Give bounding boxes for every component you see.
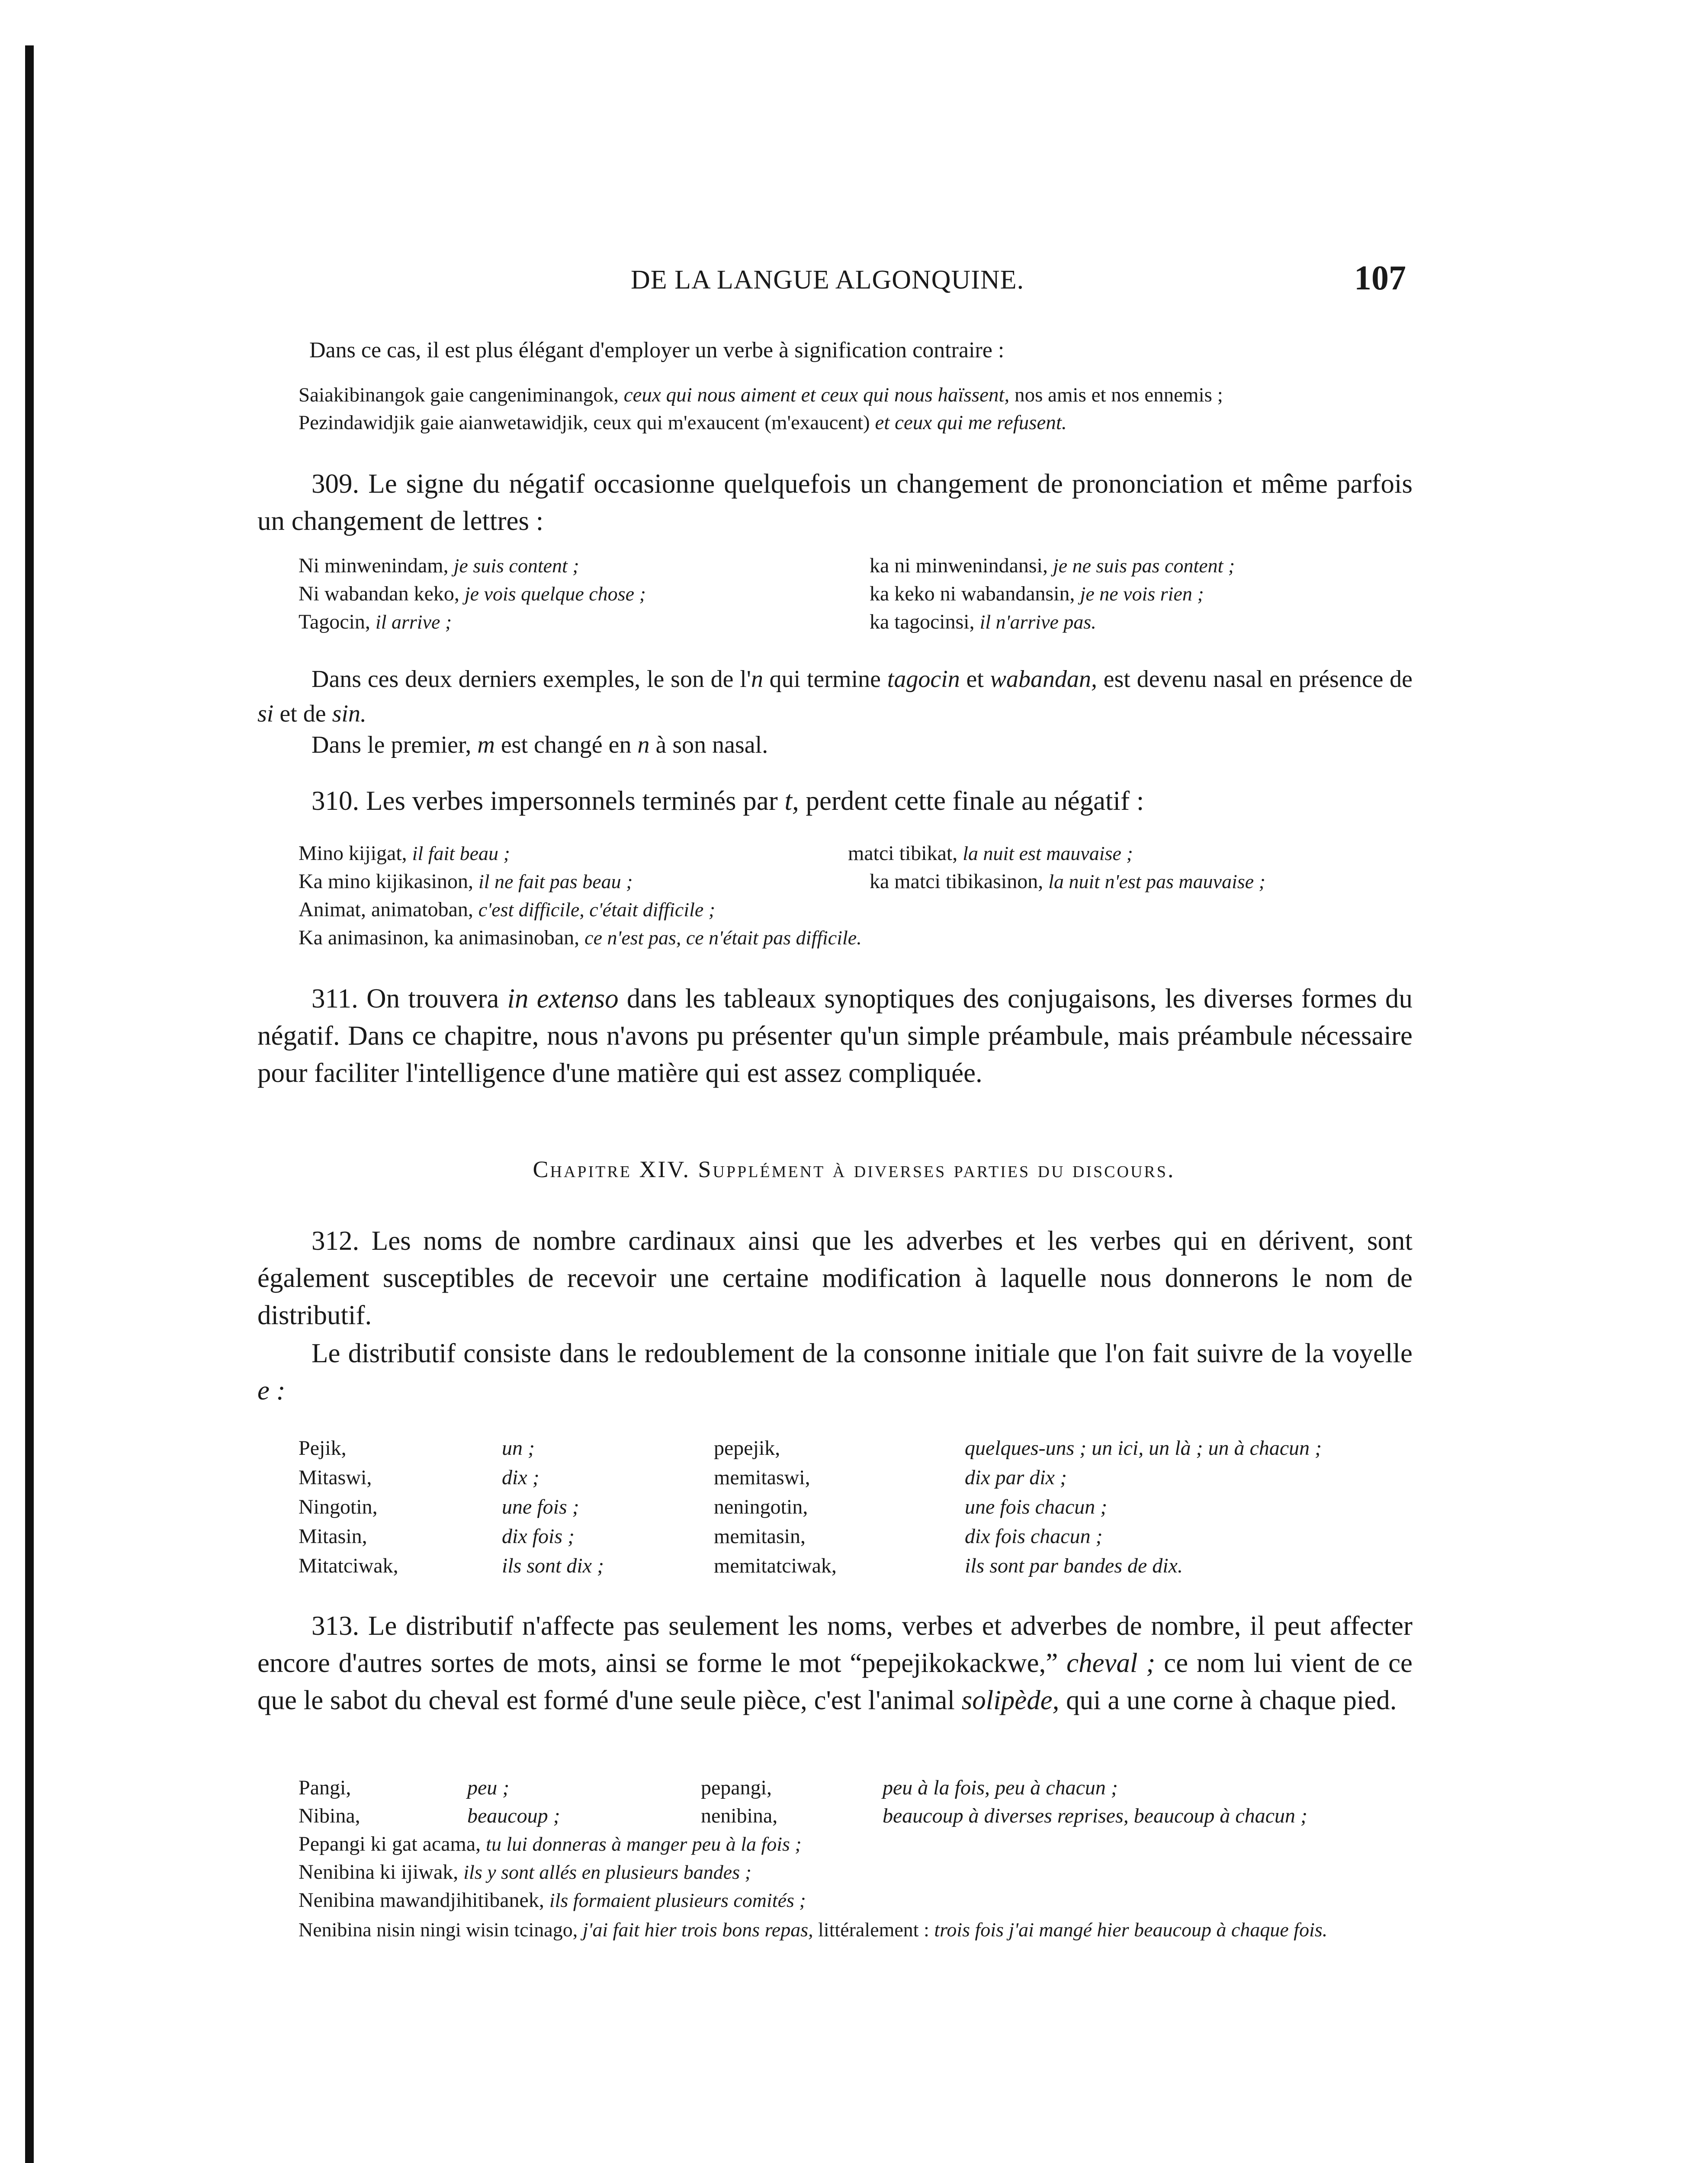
table-312-row-4-c3: memitasin, bbox=[714, 1525, 806, 1548]
example-309-left-1: Ni minwenindam, je suis content ; bbox=[299, 554, 579, 577]
example-309-right-3: ka tagocinsi, il n'arrive pas. bbox=[870, 610, 1096, 633]
example-310-line-3: Animat, animatoban, c'est difficile, c'était difficile ; bbox=[299, 898, 716, 921]
example-313-1: Pepangi ki gat acama, tu lui donneras à manger peu à la fois ; bbox=[299, 1832, 802, 1855]
table-312-row-3-c1: Ningotin, bbox=[299, 1495, 378, 1518]
example-313-4: Nenibina nisin ningi wisin tcinago, j'ai fait hier trois bons repas, littéralement : trois fois j'ai mangé hier beaucoup à chaque fois. bbox=[299, 1919, 1328, 1941]
paragraph-312: 312. Les noms de nombre cardinaux ainsi que les adverbes et les verbes qui en dérivent, sont également susceptibles de recevoir une certaine modification à laquelle nous donnerons le nom de distributif. bbox=[257, 1226, 1413, 1330]
example-313-3: Nenibina mawandjihitibanek, ils formaient plusieurs comités ; bbox=[299, 1889, 806, 1912]
binding-edge bbox=[25, 45, 34, 2163]
example-310-right-2: ka matci tibikasinon, la nuit n'est pas mauvaise ; bbox=[870, 870, 1265, 893]
table-312-row-2-c4: dix par dix ; bbox=[965, 1466, 1067, 1489]
chapter-heading: Chapitre XIV. Supplément à diverses parties du discours. bbox=[533, 1156, 1175, 1182]
table-312-row-3-c3: neningotin, bbox=[714, 1495, 808, 1518]
table-312-row-3-c2: une fois ; bbox=[502, 1495, 579, 1518]
table-313-row-1-c2: peu ; bbox=[467, 1776, 510, 1799]
table-313-row-1-c3: pepangi, bbox=[701, 1776, 772, 1799]
paragraph-309: 309. Le signe du négatif occasionne quelquefois un changement de prononciation et même parfois un changement de lettres : bbox=[257, 469, 1413, 536]
example-309-right-1: ka ni minwenindansi, je ne suis pas content ; bbox=[870, 554, 1235, 577]
table-312-row-4-c4: dix fois chacun ; bbox=[965, 1525, 1103, 1548]
table-312-row-4-c2: dix fois ; bbox=[502, 1525, 575, 1548]
example-309-left-2: Ni wabandan keko, je vois quelque chose ; bbox=[299, 582, 646, 605]
table-312-row-5-c2: ils sont dix ; bbox=[502, 1554, 604, 1577]
table-313-row-1-c1: Pangi, bbox=[299, 1776, 351, 1799]
note-309-first: Dans le premier, m est changé en n à son nasal. bbox=[311, 732, 768, 758]
table-313-row-2-c1: Nibina, bbox=[299, 1804, 360, 1827]
paragraph-311: 311. On trouvera in extenso dans les tableaux synoptiques des conjugaisons, les diverses formes du négatif. Dans ce chapitre, nous n'avons pu présenter qu'un simple préambule, mais préambule nécessaire pour faciliter l'intelligence d'une matière qui est assez compliquée. bbox=[257, 983, 1413, 1088]
example-310-left-1: Mino kijigat, il fait beau ; bbox=[299, 842, 510, 865]
table-312-row-2-c1: Mitaswi, bbox=[299, 1466, 372, 1489]
table-313-row-1-c4: peu à la fois, peu à chacun ; bbox=[883, 1776, 1118, 1799]
example-313-2: Nenibina ki ijiwak, ils y sont allés en plusieurs bandes ; bbox=[299, 1861, 751, 1884]
table-312-row-4-c1: Mitasin, bbox=[299, 1525, 367, 1548]
table-313-row-2-c2: beaucoup ; bbox=[467, 1804, 560, 1827]
intro-paragraph: Dans ce cas, il est plus élégant d'employer un verbe à signification contraire : bbox=[309, 338, 1005, 363]
paragraph-310: 310. Les verbes impersonnels terminés par t, perdent cette finale au négatif : bbox=[311, 786, 1144, 816]
table-312-row-2-c2: dix ; bbox=[502, 1466, 539, 1489]
note-309-nasal: Dans ces deux derniers exemples, le son de l'n qui termine tagocin et wabandan, est devenu nasal en présence de si et de sin. bbox=[257, 666, 1413, 727]
intro-example-2: Pezindawidjik gaie aianwetawidjik, ceux qui m'exaucent (m'exaucent) et ceux qui me refusent. bbox=[299, 411, 1067, 434]
table-312-row-3-c4: une fois chacun ; bbox=[965, 1495, 1108, 1518]
table-312-row-1-c4: quelques-uns ; un ici, un là ; un à chacun ; bbox=[965, 1437, 1322, 1460]
page-number: 107 bbox=[1354, 259, 1406, 297]
table-313-row-2-c4: beaucoup à diverses reprises, beaucoup à chacun ; bbox=[883, 1804, 1307, 1827]
intro-example-1: Saiakibinangok gaie cangeniminangok, ceux qui nous aiment et ceux qui nous haïssent, nos amis et nos ennemis ; bbox=[299, 384, 1223, 406]
table-312-row-5-c1: Mitatciwak, bbox=[299, 1554, 398, 1577]
paragraph-313: 313. Le distributif n'affecte pas seulement les noms, verbes et adverbes de nombre, il peut affecter encore d'autres sortes de mots, ainsi se forme le mot “pepejikokackwe,” cheval ; ce nom lui vient de ce que le sabot du cheval est formé d'une seule pièce, c'est l'animal solipède, qui a une corne à chaque pied. bbox=[257, 1611, 1413, 1715]
example-309-right-2: ka keko ni wabandansin, je ne vois rien ; bbox=[870, 582, 1204, 605]
table-312-row-1-c3: pepejik, bbox=[714, 1437, 780, 1460]
running-header: DE LA LANGUE ALGONQUINE. bbox=[631, 265, 1024, 295]
example-309-left-3: Tagocin, il arrive ; bbox=[299, 610, 452, 633]
table-312-row-5-c3: memitatciwak, bbox=[714, 1554, 837, 1577]
table-312-row-2-c3: memitaswi, bbox=[714, 1466, 810, 1489]
paragraph-312-distributif: Le distributif consiste dans le redoublement de la consonne initiale que l'on fait suivre de la voyelle e : bbox=[257, 1338, 1413, 1406]
table-312-row-1-c2: un ; bbox=[502, 1437, 535, 1460]
table-313-row-2-c3: nenibina, bbox=[701, 1804, 778, 1827]
example-310-left-2: Ka mino kijikasinon, il ne fait pas beau ; bbox=[299, 870, 633, 893]
table-312-row-1-c1: Pejik, bbox=[299, 1437, 347, 1460]
example-310-right-1: matci tibikat, la nuit est mauvaise ; bbox=[848, 842, 1133, 865]
table-312-row-5-c4: ils sont par bandes de dix. bbox=[965, 1554, 1183, 1577]
example-310-line-4: Ka animasinon, ka animasinoban, ce n'est pas, ce n'était pas difficile. bbox=[299, 926, 862, 949]
